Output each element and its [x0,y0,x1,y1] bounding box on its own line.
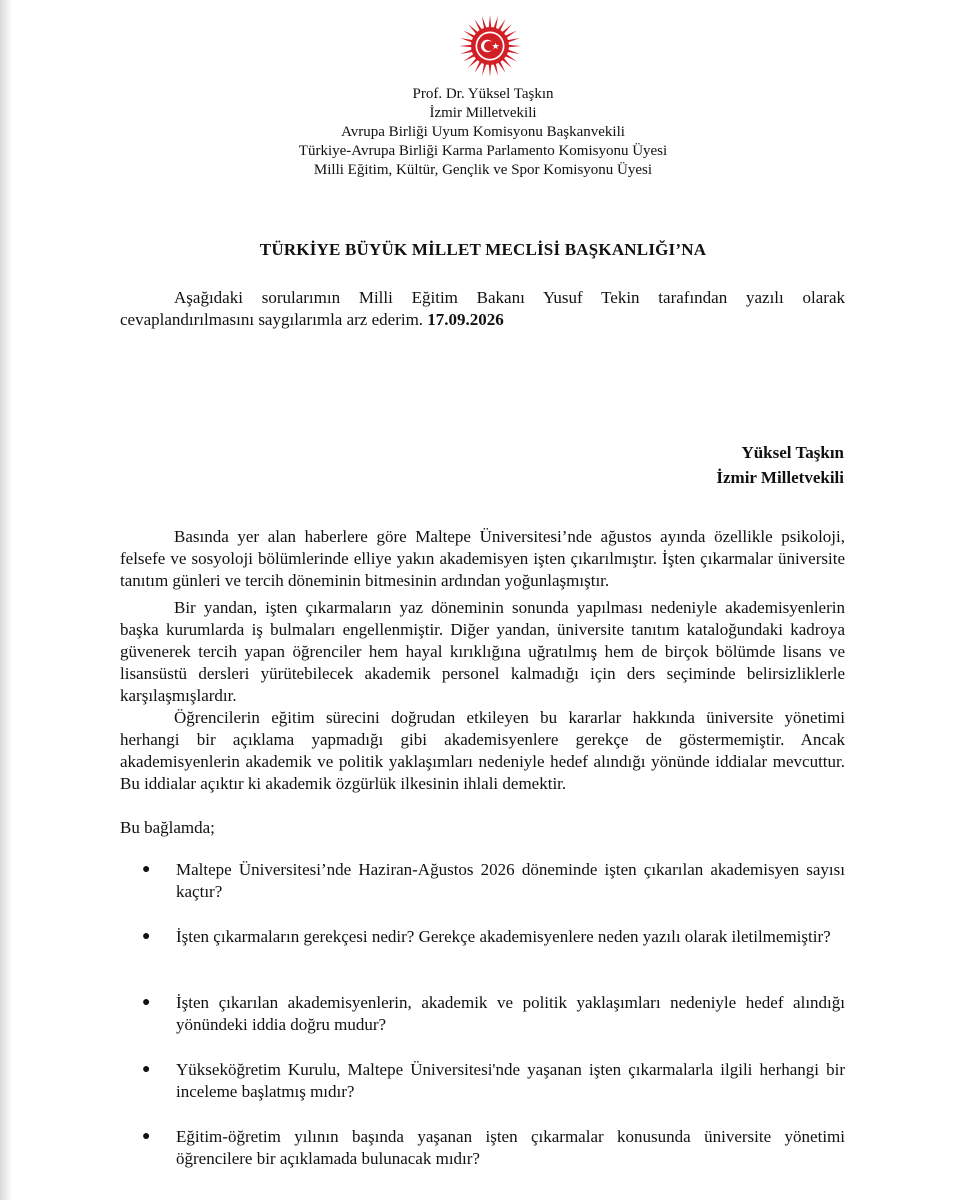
emblem-ray [507,38,520,43]
letterhead-role-3: Milli Eğitim, Kültür, Gençlik ve Spor Komisyonu Üyesi [313,162,653,178]
question-text: Maltepe Üniversitesi’nde Haziran-Ağustos 2026 döneminde işten çıkarılan akademisyen sayısı kaçtır? [176,860,845,901]
emblem-ray [482,63,487,76]
body-paragraph-3: Öğrencilerin eğitim sürecini doğrudan etkileyen bu kararlar hakkında üniversite yönetimi herhangi bir açıklama yapmadığı gibi akademisyenlere gerekçe de göstermemiştir. Ancak akademisyenlerin akademik ve politik yaklaşımları nedeniyle hedef alındığı yönünde iddialar mevcuttur. Bu iddialar açıktır ki akademik özgürlük ilkesinin ihlali demektir. [120,708,845,793]
question-text: Yükseköğretim Kurulu, Maltepe Üniversitesi'nde yaşanan işten çıkarmalarla ilgili herhangi bir inceleme başlatmış mıdır? [176,1060,845,1101]
signature-title: İzmir Milletvekili [716,468,844,487]
intro-text: Aşağıdaki sorularımın Milli Eğitim Bakanı Yusuf Tekin tarafından yazılı olarak cevaplandırılmasını saygılarımla arz ederim. [120,288,845,329]
emblem-ray [508,45,521,48]
context-label: Bu bağlamda; [120,818,215,837]
body-paragraph-2: Bir yandan, işten çıkarmaların yaz döneminin sonunda yapılması nedeniyle akademisyenlerin başka kurumlarda iş bulmaları engellenmiştir. Diğer yandan, üniversite tanıtım kataloğundaki kadroya güvenerek tercih yapan öğrenciler hem hayal kırıklığına uğratılmış hem de birçok bölümde lisans ve lisansüstü dersleri yürütebilecek akademik personel kalmadığı için ders seçiminde belirsizliklerle karşılaşmışlardır. [120,598,845,705]
letterhead-role-1: Avrupa Birliği Uyum Komisyonu Başkanvekili [341,124,625,140]
question-item [120,859,845,903]
emblem-ray [460,38,473,43]
letterhead-role-2: Türkiye-Avrupa Birliği Karma Parlamento Komisyonu Üyesi [298,143,668,159]
letterhead-name: Prof. Dr. Yüksel Taşkın [412,86,554,102]
emblem-ray [489,64,492,77]
body-paragraph-1: Basında yer alan haberlere göre Maltepe Üniversitesi’nde ağustos ayında özellikle psikoloji, felsefe ve sosyoloji bölümlerinde elliye yakın akademisyen işten çıkarılmıştır. İşten çıkarmalar üniversite tanıtım günleri ve tercih döneminin bitmesinin ardından yoğunlaşmıştır. [120,527,845,590]
signature-block [716,440,844,490]
bullet-icon: ● [142,995,151,1010]
question-text: İşten çıkarılan akademisyenlerin, akademik ve politik yaklaşımları nedeniyle hedef alındığı yönündeki iddia doğru mudur? [176,993,845,1034]
addressee-heading: TÜRKİYE BÜYÜK MİLLET MECLİSİ BAŞKANLIĞI’NA [259,240,707,259]
signature-name: Yüksel Taşkın [741,443,844,462]
bullet-icon: ● [142,1129,151,1144]
letterhead [183,85,783,180]
question-item [120,926,845,948]
question-item [120,992,845,1036]
emblem-ray [460,49,473,54]
question-item [120,1126,845,1170]
tbmm-emblem-icon [458,14,522,78]
question-item [120,1059,845,1103]
page-edge-shadow [0,0,12,1200]
bullet-icon: ● [142,1062,151,1077]
bullet-icon: ● [142,929,151,944]
question-text: İşten çıkarmaların gerekçesi nedir? Gerekçe akademisyenlere neden yazılı olarak iletilmemiştir? [176,927,831,946]
letterhead-constituency: İzmir Milletvekili [429,105,537,121]
emblem-ray [493,16,498,29]
emblem-ray [493,63,498,76]
bullet-icon: ● [142,862,151,877]
emblem-ray [482,16,487,29]
intro-paragraph [120,287,845,331]
question-text: Eğitim-öğretim yılının başında yaşanan işten çıkarmalar konusunda üniversite yönetimi öğrencilere bir açıklamada bulunacak mıdır? [176,1127,845,1168]
emblem-ray [459,45,472,48]
intro-date: 17.09.2026 [427,310,504,329]
emblem-ray [489,15,492,28]
emblem-ray [507,49,520,54]
